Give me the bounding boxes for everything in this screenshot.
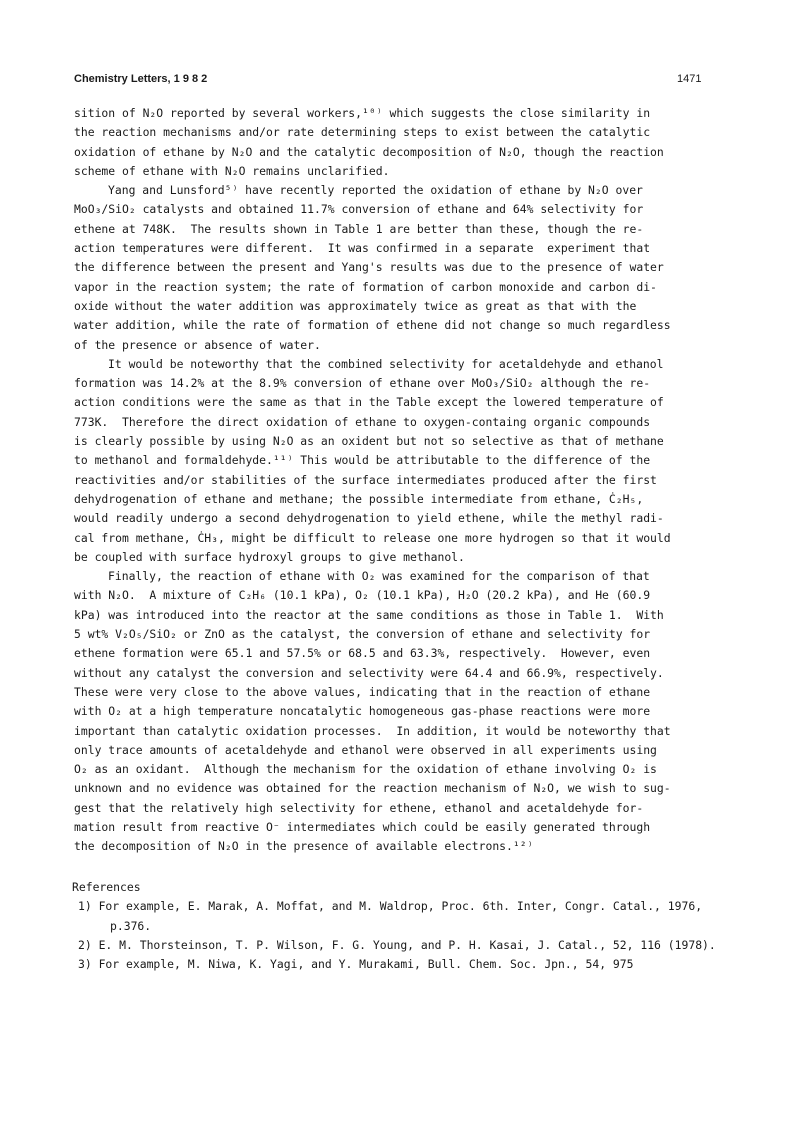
text-line: water addition, while the rate of formation of ethene did not change so much regardless	[74, 318, 671, 333]
text-line: Yang and Lunsford⁵⁾ have recently reported the oxidation of ethane by N₂O over	[108, 183, 643, 198]
paragraph-3	[74, 355, 742, 567]
text-line: O₂ as an oxidant. Although the mechanism for the oxidation of ethane involving O₂ is	[74, 762, 657, 777]
text-line: It would be noteworthy that the combined selectivity for acetaldehyde and ethanol	[108, 356, 664, 371]
running-header-journal: Chemistry Letters, 1 9 8 2	[74, 73, 208, 85]
text-line: vapor in the reaction system; the rate of formation of carbon monoxide and carbon di-	[74, 279, 657, 294]
text-line: the reaction mechanisms and/or rate determining steps to exist between the catalytic	[74, 125, 651, 140]
text-line: 5 wt% V₂O₅/SiO₂ or ZnO as the catalyst, the conversion of ethane and selectivity for	[74, 627, 651, 642]
article-body	[74, 104, 742, 857]
reference-item	[72, 955, 742, 974]
text-line: with O₂ at a high temperature noncatalytic homogeneous gas-phase reactions were more	[74, 704, 651, 719]
text-line: of the presence or absence of water.	[74, 337, 321, 352]
text-line: is clearly possible by using N₂O as an oxident but not so selective as that of methane	[74, 434, 664, 449]
text-line: formation was 14.2% at the 8.9% conversion of ethane over MoO₃/SiO₂ although the re-	[74, 376, 651, 391]
text-line: important than catalytic oxidation processes. In addition, it would be noteworthy that	[74, 723, 671, 738]
text-line: These were very close to the above values, indicating that in the reaction of ethane	[74, 684, 651, 699]
text-line: gest that the relatively high selectivity for ethene, ethanol and acetaldehyde for-	[74, 800, 644, 815]
paragraph-4	[74, 567, 742, 856]
reference-text: 2) E. M. Thorsteinson, T. P. Wilson, F. G. Young, and P. H. Kasai, J. Catal., 52, 116 (1978).	[78, 937, 716, 952]
text-line: would readily undergo a second dehydrogenation to yield ethene, while the methyl radi-	[74, 511, 664, 526]
text-line: oxidation of ethane by N₂O and the catalytic decomposition of N₂O, though the reaction	[74, 144, 664, 159]
reference-text: 3) For example, M. Niwa, K. Yagi, and Y. Murakami, Bull. Chem. Soc. Jpn., 54, 975	[78, 957, 634, 972]
page-number: 1471	[677, 73, 702, 85]
text-line: to methanol and formaldehyde.¹¹⁾ This would be attributable to the difference of the	[74, 453, 651, 468]
text-line: MoO₃/SiO₂ catalysts and obtained 11.7% conversion of ethane and 64% selectivity for	[74, 202, 644, 217]
reference-text: 1) For example, E. Marak, A. Moffat, and M. Waldrop, Proc. 6th. Inter, Congr. Catal., 1976, p.376.	[78, 899, 703, 933]
references-heading: References	[72, 880, 141, 894]
text-line: kPa) was introduced into the reactor at the same conditions as those in Table 1. With	[74, 607, 664, 622]
text-line: dehydrogenation of ethane and methane; the possible intermediate from ethane, Ċ₂H₅,	[74, 491, 644, 506]
text-line: the decomposition of N₂O in the presence of available electrons.¹²⁾	[74, 839, 534, 854]
text-line: Finally, the reaction of ethane with O₂ was examined for the comparison of that	[108, 569, 650, 584]
text-line: ethene formation were 65.1 and 57.5% or 68.5 and 63.3%, respectively. However, even	[74, 646, 651, 661]
text-line: only trace amounts of acetaldehyde and ethanol were observed in all experiments using	[74, 742, 657, 757]
text-line: oxide without the water addition was approximately twice as great as that with the	[74, 298, 637, 313]
text-line: be coupled with surface hydroxyl groups to give methanol.	[74, 549, 465, 564]
reference-item	[72, 936, 742, 955]
text-line: cal from methane, ĊH₃, might be difficult to release one more hydrogen so that it would	[74, 530, 671, 545]
text-line: unknown and no evidence was obtained for the reaction mechanism of N₂O, we wish to sug-	[74, 781, 671, 796]
text-line: action temperatures were different. It was confirmed in a separate experiment that	[74, 241, 651, 256]
paragraph-2	[74, 181, 742, 355]
references-section	[72, 878, 742, 974]
text-line: with N₂O. A mixture of C₂H₆ (10.1 kPa), O₂ (10.1 kPa), H₂O (20.2 kPa), and He (60.9	[74, 588, 651, 603]
text-line: sition of N₂O reported by several workers,¹⁰⁾ which suggests the close similarity in	[74, 106, 651, 120]
text-line: ethene at 748K. The results shown in Table 1 are better than these, though the re-	[74, 221, 644, 236]
text-line: the difference between the present and Yang's results was due to the presence of water	[74, 260, 664, 275]
text-line: reactivities and/or stabilities of the surface intermediates produced after the first	[74, 472, 657, 487]
text-line: mation result from reactive O⁻ intermediates which could be easily generated through	[74, 819, 651, 834]
text-line: without any catalyst the conversion and selectivity were 64.4 and 66.9%, respectively.	[74, 665, 664, 680]
text-line: 773K. Therefore the direct oxidation of ethane to oxygen-containg organic compounds	[74, 414, 651, 429]
reference-item	[72, 897, 742, 936]
text-line: scheme of ethane with N₂O remains unclarified.	[74, 163, 390, 178]
paragraph-1	[74, 104, 742, 181]
text-line: action conditions were the same as that in the Table except the lowered temperature of	[74, 395, 664, 410]
